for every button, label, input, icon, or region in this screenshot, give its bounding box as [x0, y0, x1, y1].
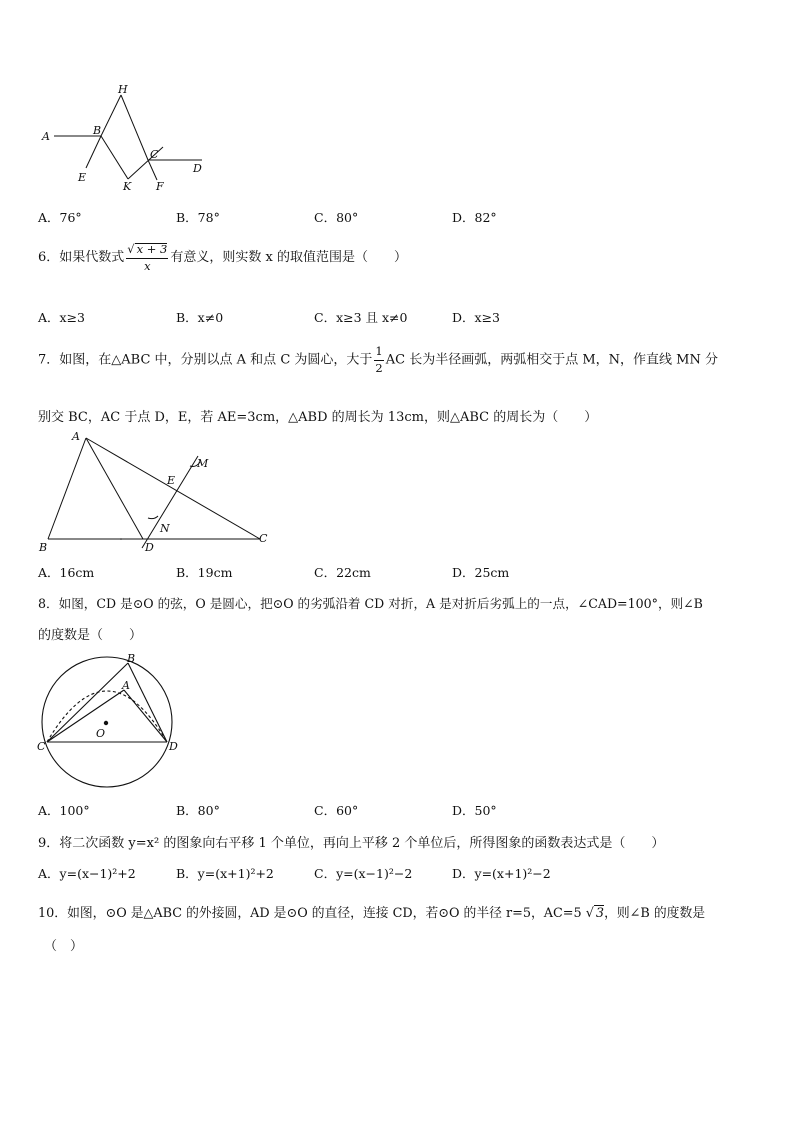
q7-label-e: E: [167, 474, 176, 487]
q5-label-d: D: [193, 162, 202, 175]
q6-prefix: 6．如果代数式: [38, 250, 125, 265]
q7-label-a: A: [72, 430, 80, 443]
q5-option-d[interactable]: D．82°: [452, 210, 497, 225]
q6-fraction: $\frac{√ x + 3}{x}$: [127, 242, 168, 273]
q7-label-m: M: [197, 457, 209, 470]
q7-label-c: C: [259, 532, 268, 545]
q8-option-b[interactable]: B．80°: [176, 803, 220, 818]
q8-label-d: D: [169, 740, 178, 753]
q10-radicand: 3: [595, 906, 605, 921]
q6-suffix: 有意义，则实数 x 的取值范围是（ ）: [170, 250, 407, 265]
q9-stem: 9．将二次函数 y=x² 的图象向右平移 1 个单位，再向上平移 2 个单位后，所得图象的函数表达式是（ ）: [38, 836, 665, 851]
q8-stem-line2: 的度数是（ ）: [38, 628, 143, 643]
q9-options: [38, 864, 758, 882]
q6-option-b[interactable]: B．x≠0: [176, 310, 224, 325]
q8-label-a: A: [122, 679, 130, 692]
q7-option-a[interactable]: A．16cm: [38, 565, 95, 580]
q7-stem-line2: 别交 BC，AC 于点 D，E，若 AE=3cm，△ABD 的周长为 13cm，则△ABC 的周长为（ ）: [38, 410, 598, 425]
q8-option-a[interactable]: A．100°: [38, 803, 90, 818]
q7-label-n: N: [160, 522, 170, 535]
q6-stem: [38, 243, 407, 272]
q6-option-c[interactable]: C．x≥3 且 x≠0: [314, 310, 408, 325]
q9-option-d[interactable]: D．y=(x+1)²−2: [452, 866, 551, 881]
q7-frac-num: 1: [374, 346, 383, 361]
q5-figure: [36, 80, 216, 200]
q5-options: [38, 208, 758, 226]
q10-stem-line1: [38, 902, 705, 921]
q7-figure: [36, 430, 276, 554]
q8-figure: [36, 650, 186, 790]
q7-options: [38, 563, 758, 581]
q5-option-c[interactable]: C．80°: [314, 210, 359, 225]
q7-option-d[interactable]: D．25cm: [452, 565, 510, 580]
q5-label-e: E: [78, 171, 87, 184]
q6-option-d[interactable]: D．x≥3: [452, 310, 500, 325]
q8-options: [38, 801, 758, 819]
q9-option-c[interactable]: C．y=(x−1)²−2: [314, 866, 413, 881]
q7-frac-den: 2: [375, 360, 383, 375]
q7-label-d: D: [145, 541, 154, 554]
q5-label-k: K: [123, 180, 132, 193]
q5-label-h: H: [118, 83, 128, 96]
q8-option-c[interactable]: C．60°: [314, 803, 359, 818]
q10-line1-suffix: ，则∠B 的度数是: [604, 906, 706, 921]
q8-label-o: O: [96, 727, 106, 740]
q7-line1-prefix: 7．如图，在△ABC 中，分别以点 A 和点 C 为圆心，大于: [38, 352, 373, 368]
q7-option-c[interactable]: C．22cm: [314, 565, 371, 580]
q7-fraction: [374, 346, 383, 374]
q5-label-c: C: [150, 148, 159, 161]
q5-label-a: A: [42, 130, 50, 143]
q6-denominator: x: [144, 258, 151, 273]
q7-label-b: B: [39, 541, 48, 554]
q7-line1-suffix: AC 长为半径画弧，两弧相交于点 M，N，作直线 MN 分: [385, 352, 718, 368]
q7-stem-line1: [38, 346, 718, 374]
q8-option-d[interactable]: D．50°: [452, 803, 497, 818]
q5-option-a[interactable]: A．76°: [38, 210, 82, 225]
q5-label-b: B: [93, 124, 102, 137]
q6-radicand: x + 3: [136, 242, 168, 256]
q9-option-a[interactable]: A．y=(x−1)²+2: [38, 866, 136, 881]
q10-sqrt-sign: √: [585, 906, 594, 921]
q6-options: [38, 308, 758, 326]
q6-option-a[interactable]: A．x≥3: [38, 310, 86, 325]
q5-label-f: F: [156, 180, 164, 193]
q8-stem-line1: 8．如图，CD 是⊙O 的弦，O 是圆心，把⊙O 的劣弧沿着 CD 对折，A 是对折后劣弧上的一点，∠CAD=100°，则∠B: [38, 596, 703, 611]
q10-line1-prefix: 10．如图，⊙O 是△ABC 的外接圆，AD 是⊙O 的直径，连接 CD，若⊙O 的半径 r=5，AC=5: [38, 906, 582, 921]
q9-option-b[interactable]: B．y=(x+1)²+2: [176, 866, 274, 881]
q7-option-b[interactable]: B．19cm: [176, 565, 233, 580]
q5-option-b[interactable]: B．78°: [176, 210, 220, 225]
q8-label-b: B: [127, 652, 136, 665]
q8-label-c: C: [37, 740, 46, 753]
q10-stem-line2: （ ）: [44, 939, 84, 954]
